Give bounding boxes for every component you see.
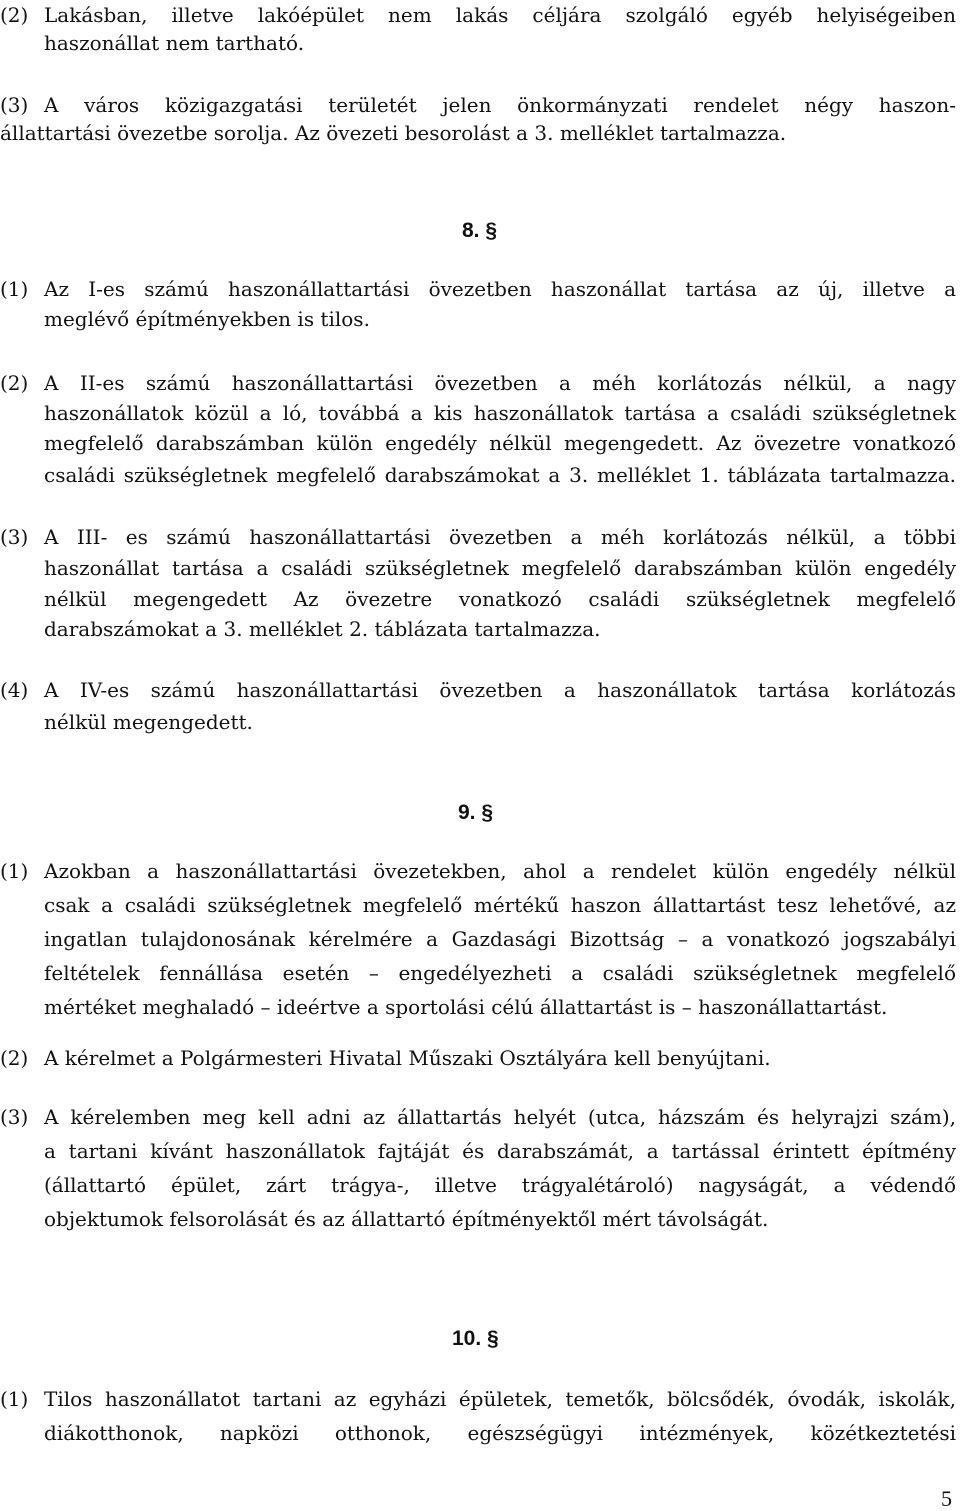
paragraph-line: A város közigazgatási területét jelen önkormányzati rendelet négy haszon-: [44, 93, 956, 117]
paragraph-number: (4): [0, 678, 29, 702]
paragraph-number: (3): [0, 1105, 29, 1129]
paragraph-line: A III- es számú haszonállattartási övezetben a méh korlátozás nélkül, a többi: [44, 525, 956, 549]
section-heading-8: 8. §: [462, 219, 498, 242]
paragraph-line: megfelelő darabszámban külön engedély nélkül megengedett. Az övezetre vonatkozó: [44, 431, 956, 455]
paragraph-line: ingatlan tulajdonosának kérelmére a Gazdasági Bizottság – a vonatkozó jogszabályi: [44, 927, 956, 951]
paragraph-line: Tilos haszonállatot tartani az egyházi épületek, temetők, bölcsődék, óvodák, iskolák,: [44, 1387, 956, 1411]
paragraph-line: csak a családi szükségletnek megfelelő mértékű haszon állattartást tesz lehetővé, az: [44, 893, 956, 917]
paragraph-number: (1): [0, 1387, 29, 1411]
page-number: 5: [941, 1486, 952, 1511]
paragraph-line: (állattartó épület, zárt trágya-, illetve trágyalétároló) nagyságát, a védendő: [44, 1173, 956, 1197]
paragraph-line: diákotthonok, napközi otthonok, egészségügyi intézmények, közétkeztetési: [44, 1421, 956, 1445]
paragraph-line: A II-es számú haszonállattartási övezetben a méh korlátozás nélkül, a nagy: [44, 371, 956, 395]
paragraph-number: (2): [0, 1046, 29, 1070]
paragraph-number: (2): [0, 3, 29, 27]
paragraph-line: meglévő építményekben is tilos.: [44, 307, 370, 331]
paragraph-line: nélkül megengedett Az övezetre vonatkozó családi szükségletnek megfelelő: [44, 587, 956, 611]
paragraph-line: feltételek fennállása esetén – engedélyezheti a családi szükségletnek megfelelő: [44, 961, 956, 985]
paragraph-line: objektumok felsorolását és az állattartó építményektől mért távolságát.: [44, 1207, 769, 1231]
paragraph-line: haszonállat nem tartható.: [44, 31, 305, 55]
paragraph-line: családi szükségletnek megfelelő darabszámokat a 3. melléklet 1. táblázata tartalmazza.: [44, 463, 956, 487]
paragraph-line: állattartási övezetbe sorolja. Az övezeti besorolást a 3. melléklet tartalmazza.: [0, 121, 787, 145]
paragraph-line: A kérelemben meg kell adni az állattartás helyét (utca, házszám és helyrajzi szám),: [44, 1105, 956, 1129]
paragraph-number: (1): [0, 859, 29, 883]
paragraph-line: darabszámokat a 3. melléklet 2. táblázata tartalmazza.: [44, 617, 601, 641]
paragraph-number: (3): [0, 93, 29, 117]
paragraph-line: A kérelmet a Polgármesteri Hivatal Műszaki Osztályára kell benyújtani.: [44, 1046, 771, 1070]
paragraph-line: a tartani kívánt haszonállatok fajtáját és darabszámát, a tartással érintett építmény: [44, 1139, 956, 1163]
paragraph-line: Azokban a haszonállattartási övezetekben, ahol a rendelet külön engedély nélkül: [44, 859, 956, 883]
paragraph-number: (1): [0, 277, 29, 301]
paragraph-line: haszonállatok közül a ló, továbbá a kis haszonállatok tartása a családi szükségletnek: [44, 401, 956, 425]
paragraph-line: Az I-es számú haszonállattartási övezetben haszonállat tartása az új, illetve a: [44, 277, 956, 301]
section-heading-10: 10. §: [452, 1327, 499, 1350]
paragraph-number: (2): [0, 371, 29, 395]
paragraph-line: nélkül megengedett.: [44, 710, 253, 734]
paragraph-line: haszonállat tartása a családi szükségletnek megfelelő darabszámban külön engedély: [44, 556, 956, 580]
paragraph-line: mértéket meghaladó – ideértve a sportolási célú állattartást is – haszonállattartást.: [44, 995, 888, 1019]
paragraph-line: A IV-es számú haszonállattartási övezetben a haszonállatok tartása korlátozás: [44, 678, 956, 702]
paragraph-line: Lakásban, illetve lakóépület nem lakás céljára szolgáló egyéb helyiségeiben: [44, 3, 956, 27]
paragraph-number: (3): [0, 525, 29, 549]
section-heading-9: 9. §: [458, 801, 494, 824]
